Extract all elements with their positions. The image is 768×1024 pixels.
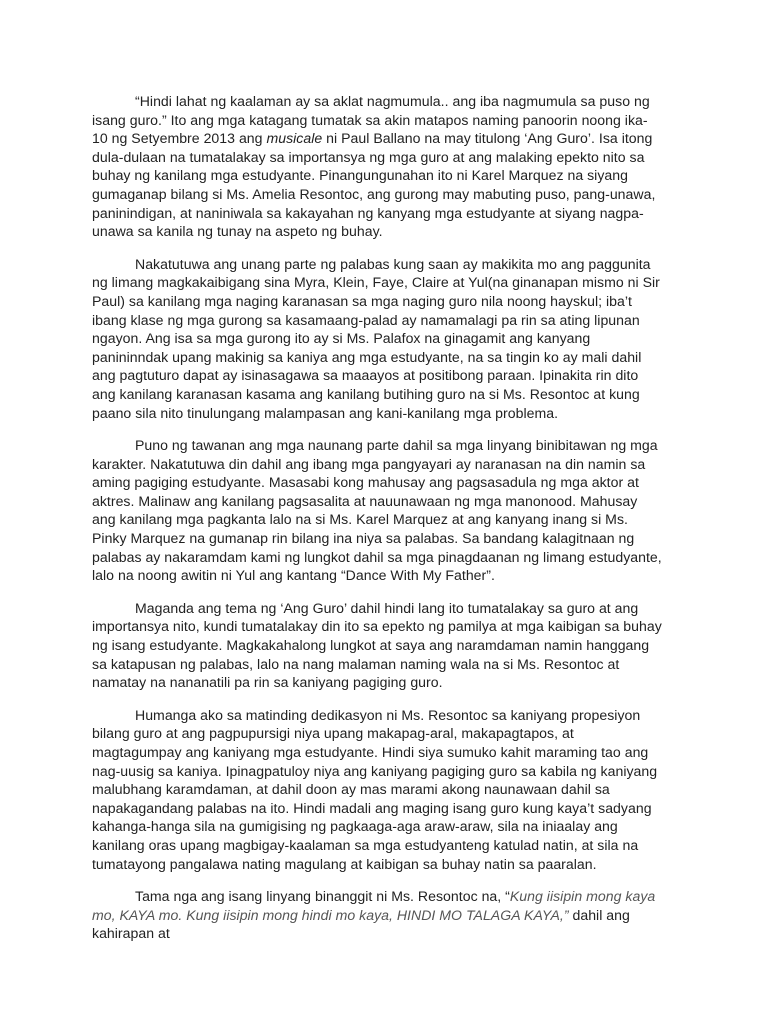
paragraph-6-text-b: dahil ang kahirapan at bbox=[92, 906, 630, 942]
paragraph-2-text: Nakatutuwa ang unang parte ng palabas kung saan ay makikita mo ang paggunita ng limang magkakaibigang sina Myra, Klein, Faye, Claire at Yul(na ginanapan mismo ni Sir Paul) sa kanilang mga naging karanasan sa mga naging guro nila noong hayskul; iba’t ibang klase ng mga gurong sa kasamaang-palad ay namamalagi pa rin sa ating lipunan ngayon. Ang isa sa mga gurong ito ay si Ms. Palafox na ginagamit ang kanyang panininndak upang makinig sa kaniya ang mga estudyante, na sa tingin ko ay mali dahil ang pagtuturo dapat ay isinasagawa sa maaayos at positibong paraan. Ipinakita rin dito ang kanilang karanasan kasama ang kanilang butihing guro na si Ms. Resontoc at kung paano sila nito tinulungang malampasan ang kani-kanilang mga problema. bbox=[92, 255, 660, 421]
paragraph-1-text-b: ni Paul Ballano na may titulong ‘Ang Guro’. Isa itong dula-dulaan na tumatalakay sa importansya ng mga guro at ang malaking epekto nito sa buhay ng kanilang mga estudyante. Pinangungunahan ito ni Karel Marquez na siyang gumaganap bilang si Ms. Amelia Resontoc, ang gurong may mabuting puso, pang-unawa, paninindigan, at naniniwala sa kakayahan ng kanyang mga estudyante at siyang nagpa-unawa sa kanila ng tunay na aspeto ng buhay. bbox=[92, 130, 656, 240]
paragraph-5-text: Humanga ako sa matinding dedikasyon ni Ms. Resontoc sa kaniyang propesiyon bilang guro at ang pagpupursigi niya upang makapag-aral, makapagtapos, at magtagumpay ang kaniyang mga estudyante. Hindi siya sumuko kahit maraming tao ang nag-uusig sa kaniya. Ipinagpatuloy niya ang kaniyang pagiging guro sa kabila ng kaniyang malubhang karamdaman, at dahil doon ay mas marami akong naunawaan dahil sa napakagandang palabas na ito. Hindi madali ang maging isang guro kung kaya’t sadyang kahanga-hanga sila na gumigising ng pagkaaga-aga araw-araw, sila na iniaalay ang kanilang oras upang magbigay-kaalaman sa mga estudyanteng katulad natin, at sila na tumatayong pangalawa nating magulang at kaibigan sa buhay natin sa paaralan. bbox=[92, 706, 658, 872]
paragraph-4 bbox=[92, 599, 662, 692]
paragraph-1 bbox=[92, 92, 662, 241]
paragraph-6-text-a: Tama nga ang isang linyang binanggit ni Ms. Resontoc na, “ bbox=[135, 888, 510, 905]
paragraph-3 bbox=[92, 436, 662, 585]
paragraph-1-italic-musicale: musicale bbox=[266, 130, 323, 147]
paragraph-3-text: Puno ng tawanan ang mga naunang parte dahil sa mga linyang binibitawan ng mga karakter. Nakatutuwa din dahil ang ibang mga pangyayari ay naranasan na din namin sa aming pagiging estudyante. Masasabi kong mahusay ang pagsasadula ng mga aktor at aktres. Malinaw ang kanilang pagsasalita at nauunawaan ng mga manonood. Mahusay ang kanilang mga pagkanta lalo na si Ms. Karel Marquez at ang kanyang inang si Ms. Pinky Marquez na gumanap rin bilang ina niya sa palabas. Sa bandang kalagitnaan ng palabas ay nakaramdam kami ng lungkot dahil sa mga pinagdaanan ng limang estudyante, lalo na noong awitin ni Yul ang kantang “Dance With My Father”. bbox=[92, 437, 662, 584]
paragraph-2 bbox=[92, 255, 662, 422]
paragraph-1-text-a: “Hindi lahat ng kaalaman ay sa aklat nagmumula.. ang iba nagmumula sa puso ng isang guro.” Ito ang mga katagang tumatak sa akin matapos naming panoorin noong ika-10 ng Setyembre 2013 ang bbox=[92, 93, 650, 147]
paragraph-6 bbox=[92, 887, 662, 943]
paragraph-6-italic-quote: Kung iisipin mong kaya mo, KAYA mo. Kung iisipin mong hindi mo kaya, HINDI MO TALAGA KAYA,” bbox=[92, 888, 656, 923]
paragraph-5 bbox=[92, 706, 662, 873]
paragraph-4-text: Maganda ang tema ng ‘Ang Guro’ dahil hindi lang ito tumatalakay sa guro at ang importansya nito, kundi tumatalakay din ito sa epekto ng pamilya at mga kaibigan sa buhay ng isang estudyante. Magkakahalong lungkot at saya ang naramdaman namin hanggang sa katapusan ng palabas, lalo na nang malaman naming wala na si Ms. Resontoc at namatay na nananatili pa rin sa kaniyang pagiging guro. bbox=[92, 599, 662, 691]
